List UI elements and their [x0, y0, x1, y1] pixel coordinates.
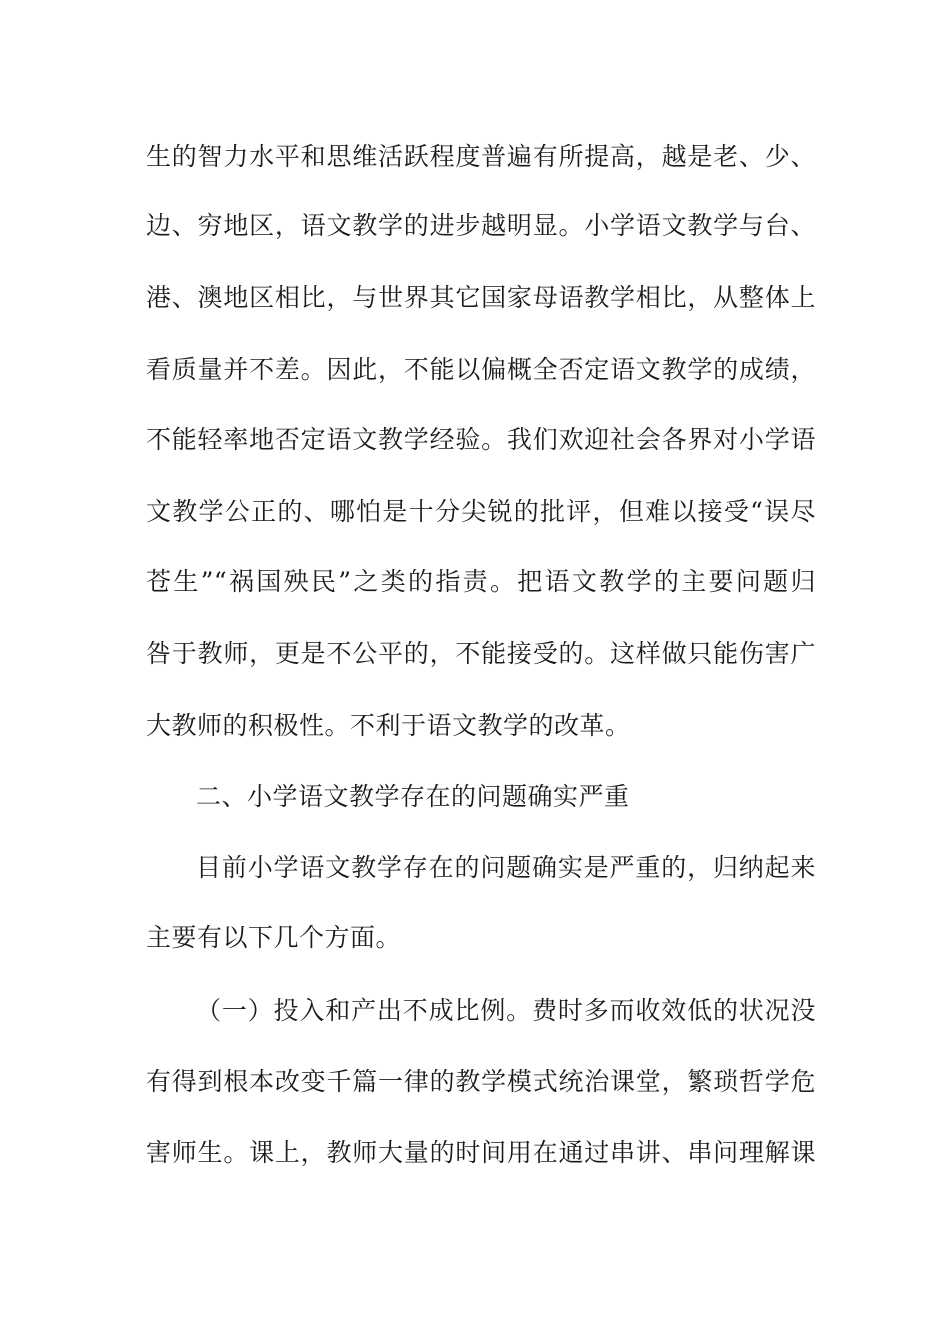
paragraph-line: 边、穷地区，语文教学的进步越明显。小学语文教学与台、 — [146, 211, 816, 240]
paragraph-line: 生的智力水平和思维活跃程度普遍有所提高，越是老、少、 — [146, 142, 816, 171]
paragraph-line: 看质量并不差。因此，不能以偏概全否定语文教学的成绩， — [146, 355, 816, 384]
paragraph-line: 不能轻率地否定语文教学经验。我们欢迎社会各界对小学语 — [146, 425, 816, 454]
paragraph-line: 主要有以下几个方面。 — [146, 923, 402, 952]
paragraph-line: （一）投入和产出不成比例。费时多而收效低的状况没 — [196, 996, 816, 1025]
section-heading: 二、小学语文教学存在的问题确实严重 — [196, 782, 630, 811]
paragraph-line: 苍生”“祸国殃民”之类的指责。把语文教学的主要问题归 — [146, 567, 816, 596]
paragraph-line: 港、澳地区相比，与世界其它国家母语教学相比，从整体上 — [146, 283, 816, 312]
paragraph-line: 有得到根本改变千篇一律的教学模式统治课堂，繁琐哲学危 — [146, 1067, 816, 1096]
paragraph-line: 文教学公正的、哪怕是十分尖锐的批评，但难以接受“误尽 — [146, 497, 816, 526]
paragraph-line: 咎于教师，更是不公平的，不能接受的。这样做只能伤害广 — [146, 639, 816, 668]
paragraph-line: 目前小学语文教学存在的问题确实是严重的，归纳起来 — [196, 853, 816, 882]
paragraph-line: 害师生。课上，教师大量的时间用在通过串讲、串问理解课 — [146, 1138, 816, 1167]
paragraph-line: 大教师的积极性。不利于语文教学的改革。 — [146, 711, 631, 740]
